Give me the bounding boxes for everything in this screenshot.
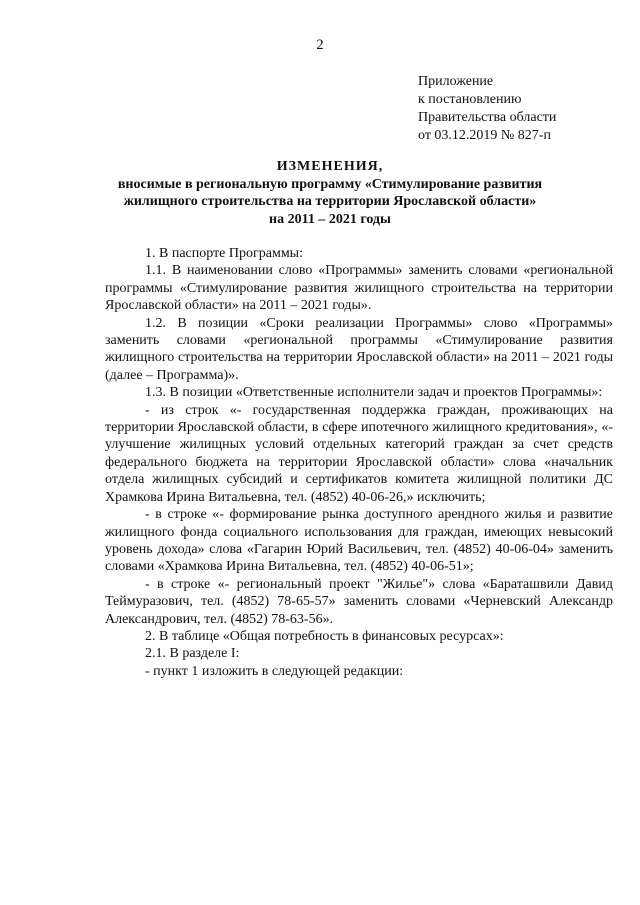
title-line: вносимые в региональную программу «Стимулирование развития	[117, 176, 543, 192]
paragraph: 2. В таблице «Общая потребность в финансовых ресурсах»:	[145, 628, 504, 644]
paragraph: - из строк «- государственная поддержка граждан, проживающих на территории Ярославской области, в сфере ипотечного жилищного кредитования», «- улучшение жилищных условий отдельных категорий граждан за счет средств федерального бюджета на территории Ярославской области» слова «начальник отдела жилищных субсидий и сертификатов комитета жилищной политики ДС Храмкова Ирина Витальевна, тел. (4852) 40-06-26,» исключить;	[105, 402, 613, 505]
appendix-line: Приложение	[418, 74, 494, 89]
paragraph: 1.3. В позиции «Ответственные исполнители задач и проектов Программы»:	[145, 385, 603, 401]
paragraph: 1. В паспорте Программы:	[145, 246, 303, 261]
title-line: жилищного строительства на территории Ярославской области»	[123, 194, 537, 209]
appendix-line: Правительства области	[418, 110, 557, 125]
document-body	[105, 245, 613, 680]
paragraph: 2.1. В разделе I:	[145, 646, 240, 662]
appendix-block	[418, 73, 556, 145]
appendix-line: от 03.12.2019 № 827-п	[418, 128, 551, 143]
title-line: на 2011 – 2021 годы	[269, 211, 391, 227]
title-heading: ИЗМЕНЕНИЯ,	[276, 159, 384, 174]
paragraph: - в строке «- региональный проект "Жилье"» слова «Бараташвили Давид Теймуразович, тел. (4852) 78-65-57» заменить словами «Черневский Александр Александрович, тел. (4852) 78-63-56».	[105, 576, 613, 627]
paragraph: - в строке «- формирование рынка доступного арендного жилья и развитие жилищного фонда социального использования для граждан, имеющих невысокий уровень дохода» слова «Гагарин Юрий Васильевич, тел. (4852) 40-06-04» заменить словами «Храмкова Ирина Витальевна, тел. (4852) 40-06-51»;	[105, 507, 613, 575]
page-number: 2	[316, 37, 324, 53]
appendix-line: к постановлению	[418, 92, 522, 107]
paragraph: 1.2. В позиции «Сроки реализации Программы» слово «Программы» заменить словами «региональной программы «Стимулирование развития жилищного строительства на территории Ярославской области» на 2011 – 2021 годы (далее – Программа)».	[105, 315, 613, 383]
paragraph: 1.1. В наименовании слово «Программы» заменить словами «региональной программы «Стимулирование развития жилищного строительства на территории Ярославской области» на 2011 – 2021 годы».	[105, 263, 613, 314]
document-title	[100, 158, 560, 228]
paragraph: - пункт 1 изложить в следующей редакции:	[145, 663, 404, 679]
